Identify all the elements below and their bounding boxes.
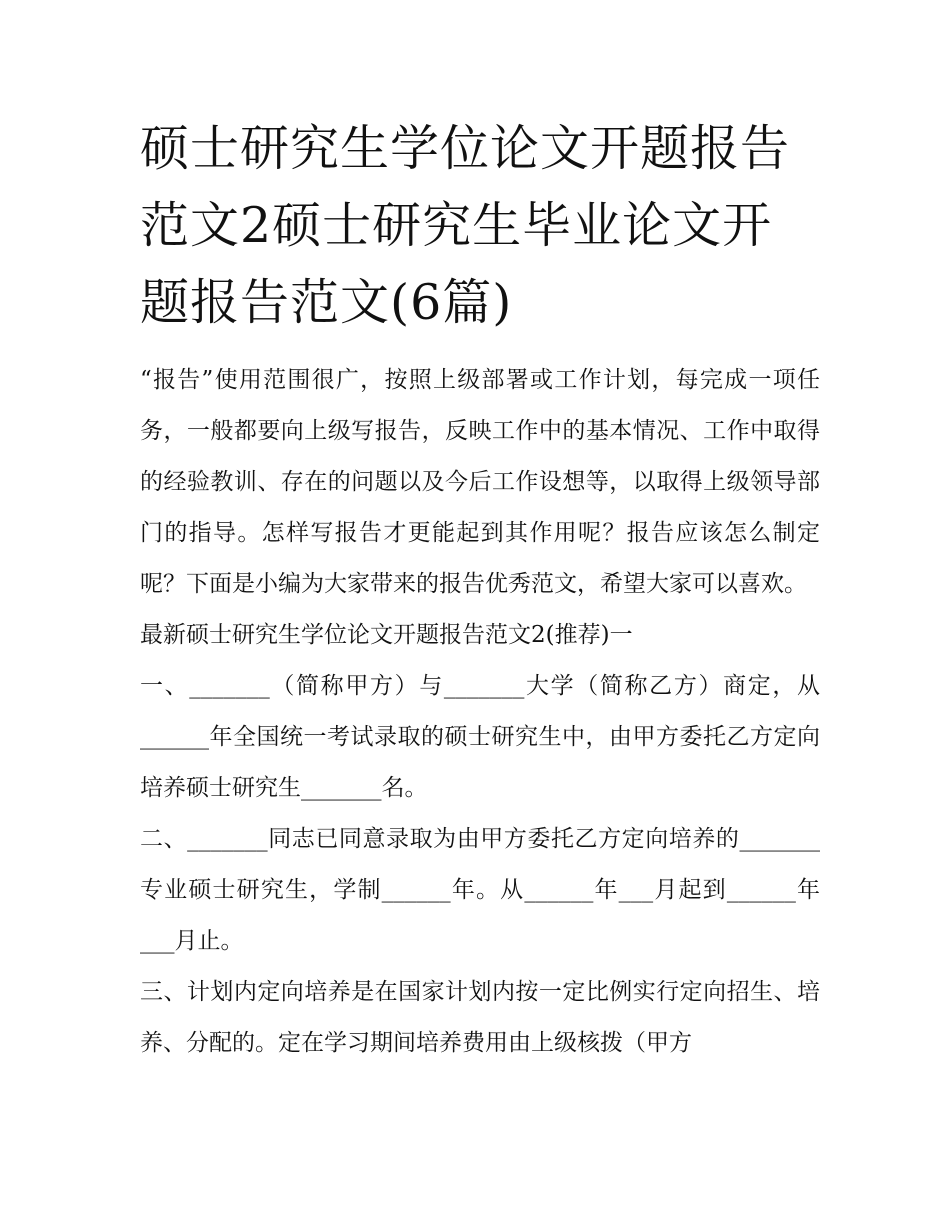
clause-1: 一、_______（简称甲方）与_______大学（简称乙方）商定，从______年全国统一考试录取的硕士研究生中，由甲方委托乙方定向培养硕士研究生_______名。: [140, 673, 820, 801]
document-body: [140, 355, 820, 1069]
clause-3: 三、计划内定向培养是在国家计划内按一定比例实行定向招生、培养、分配的。定在学习期间培养费用由上级核拨（甲方: [140, 979, 820, 1056]
section-heading: 最新硕士研究生学位论文开题报告范文2(推荐)一: [140, 622, 633, 648]
document-title: 硕士研究生学位论文开题报告范文2硕士研究生毕业论文开题报告范文(6篇): [140, 120, 791, 331]
document-page: [140, 110, 820, 1069]
intro-paragraph: “报告”使用范围很广，按照上级部署或工作计划，每完成一项任务，一般都要向上级写报告，反映工作中的基本情况、工作中取得的经验教训、存在的问题以及今后工作设想等，以取得上级领导部门的指导。怎样写报告才更能起到其作用呢？报告应该怎么制定呢？下面是小编为大家带来的报告优秀范文，希望大家可以喜欢。: [140, 367, 820, 597]
clause-2: 二、_______同志已同意录取为由甲方委托乙方定向培养的_______专业硕士研究生，学制______年。从______年___月起到______年___月止。: [140, 826, 820, 954]
